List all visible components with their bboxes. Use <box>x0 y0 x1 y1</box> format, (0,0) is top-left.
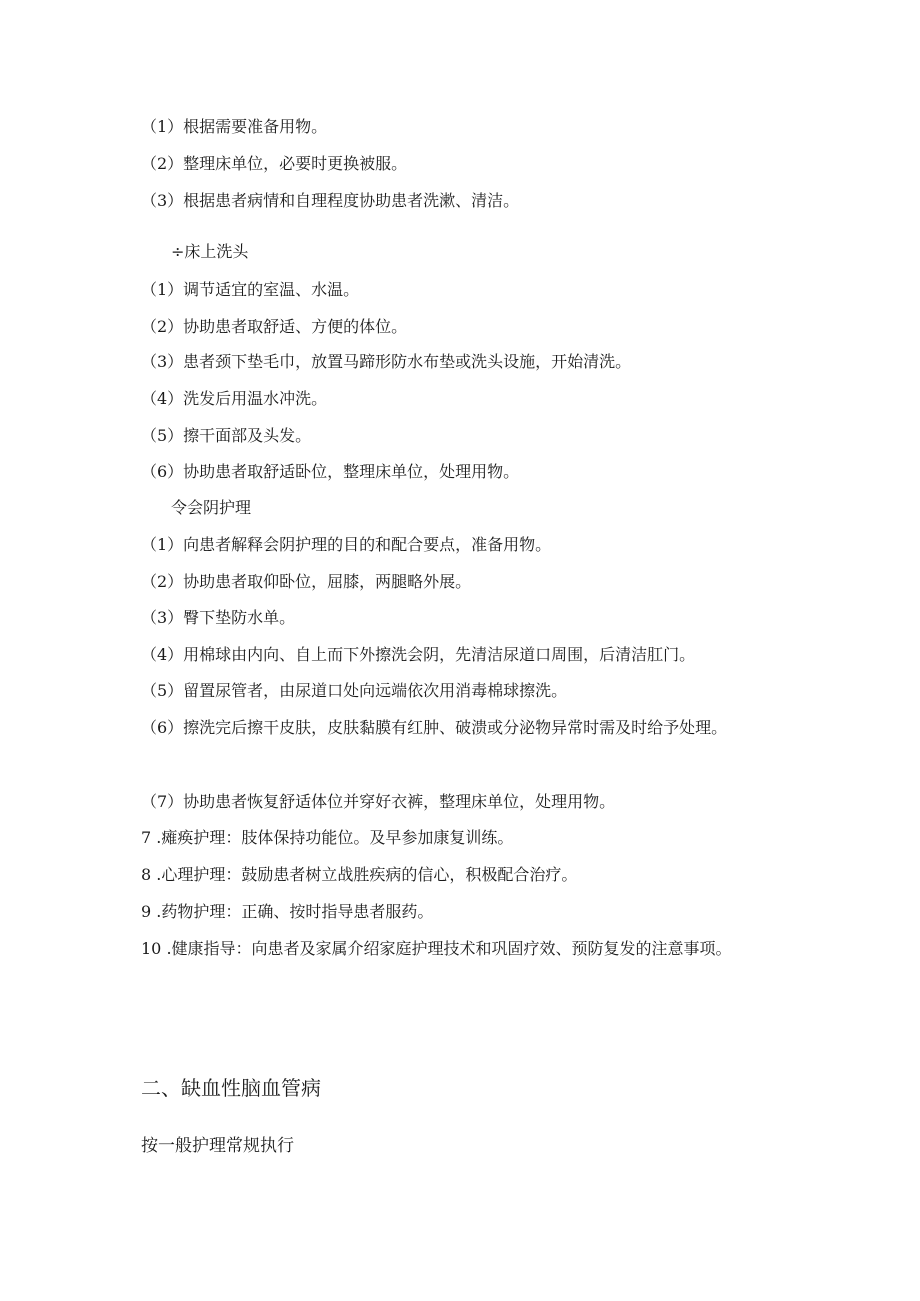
subsection-title: 令会阴护理 <box>171 498 252 517</box>
list-item: （2）整理床单位，必要时更换被服。 <box>141 154 408 173</box>
numbered-item: 9 .药物护理：正确、按时指导患者服药。 <box>141 902 434 921</box>
list-item: （2）协助患者取舒适、方便的体位。 <box>141 317 408 336</box>
list-item: （5）擦干面部及头发。 <box>141 426 312 445</box>
numbered-item: 10 .健康指导：向患者及家属介绍家庭护理技术和巩固疗效、预防复发的注意事项。 <box>141 939 732 958</box>
list-item: （1）调节适宜的室温、水温。 <box>141 280 360 299</box>
list-item: （6）擦洗完后擦干皮肤，皮肤黏膜有红肿、破溃或分泌物异常时需及时给予处理。 <box>141 718 728 737</box>
body-text: 按一般护理常规执行 <box>141 1136 294 1156</box>
list-item: （4）洗发后用温水冲洗。 <box>141 389 328 408</box>
list-item: （2）协助患者取仰卧位，屈膝，两腿略外展。 <box>141 572 472 591</box>
list-item: （4）用棉球由内向、自上而下外擦洗会阴，先清洁尿道口周围，后清洁肛门。 <box>141 645 696 664</box>
list-item: （3）根据患者病情和自理程度协助患者洗漱、清洁。 <box>141 191 520 210</box>
numbered-item: 8 .心理护理：鼓励患者树立战胜疾病的信心，积极配合治疗。 <box>141 865 578 884</box>
subsection-title: ÷床上洗头 <box>171 242 249 261</box>
list-item: （5）留置尿管者，由尿道口处向远端依次用消毒棉球擦洗。 <box>141 681 568 700</box>
list-item: （7）协助患者恢复舒适体位并穿好衣裤，整理床单位，处理用物。 <box>141 792 616 811</box>
list-item: （3）患者颈下垫毛巾，放置马蹄形防水布垫或洗头设施，开始清洗。 <box>141 352 632 371</box>
list-item: （1）根据需要准备用物。 <box>141 117 328 136</box>
list-item: （3）臀下垫防水单。 <box>141 608 296 627</box>
list-item: （6）协助患者取舒适卧位，整理床单位，处理用物。 <box>141 462 520 481</box>
numbered-item: 7 .瘫痪护理：肢体保持功能位。及早参加康复训练。 <box>141 828 514 847</box>
list-item: （1）向患者解释会阴护理的目的和配合要点，准备用物。 <box>141 535 552 554</box>
section-heading: 二、缺血性脑血管病 <box>141 1076 321 1100</box>
